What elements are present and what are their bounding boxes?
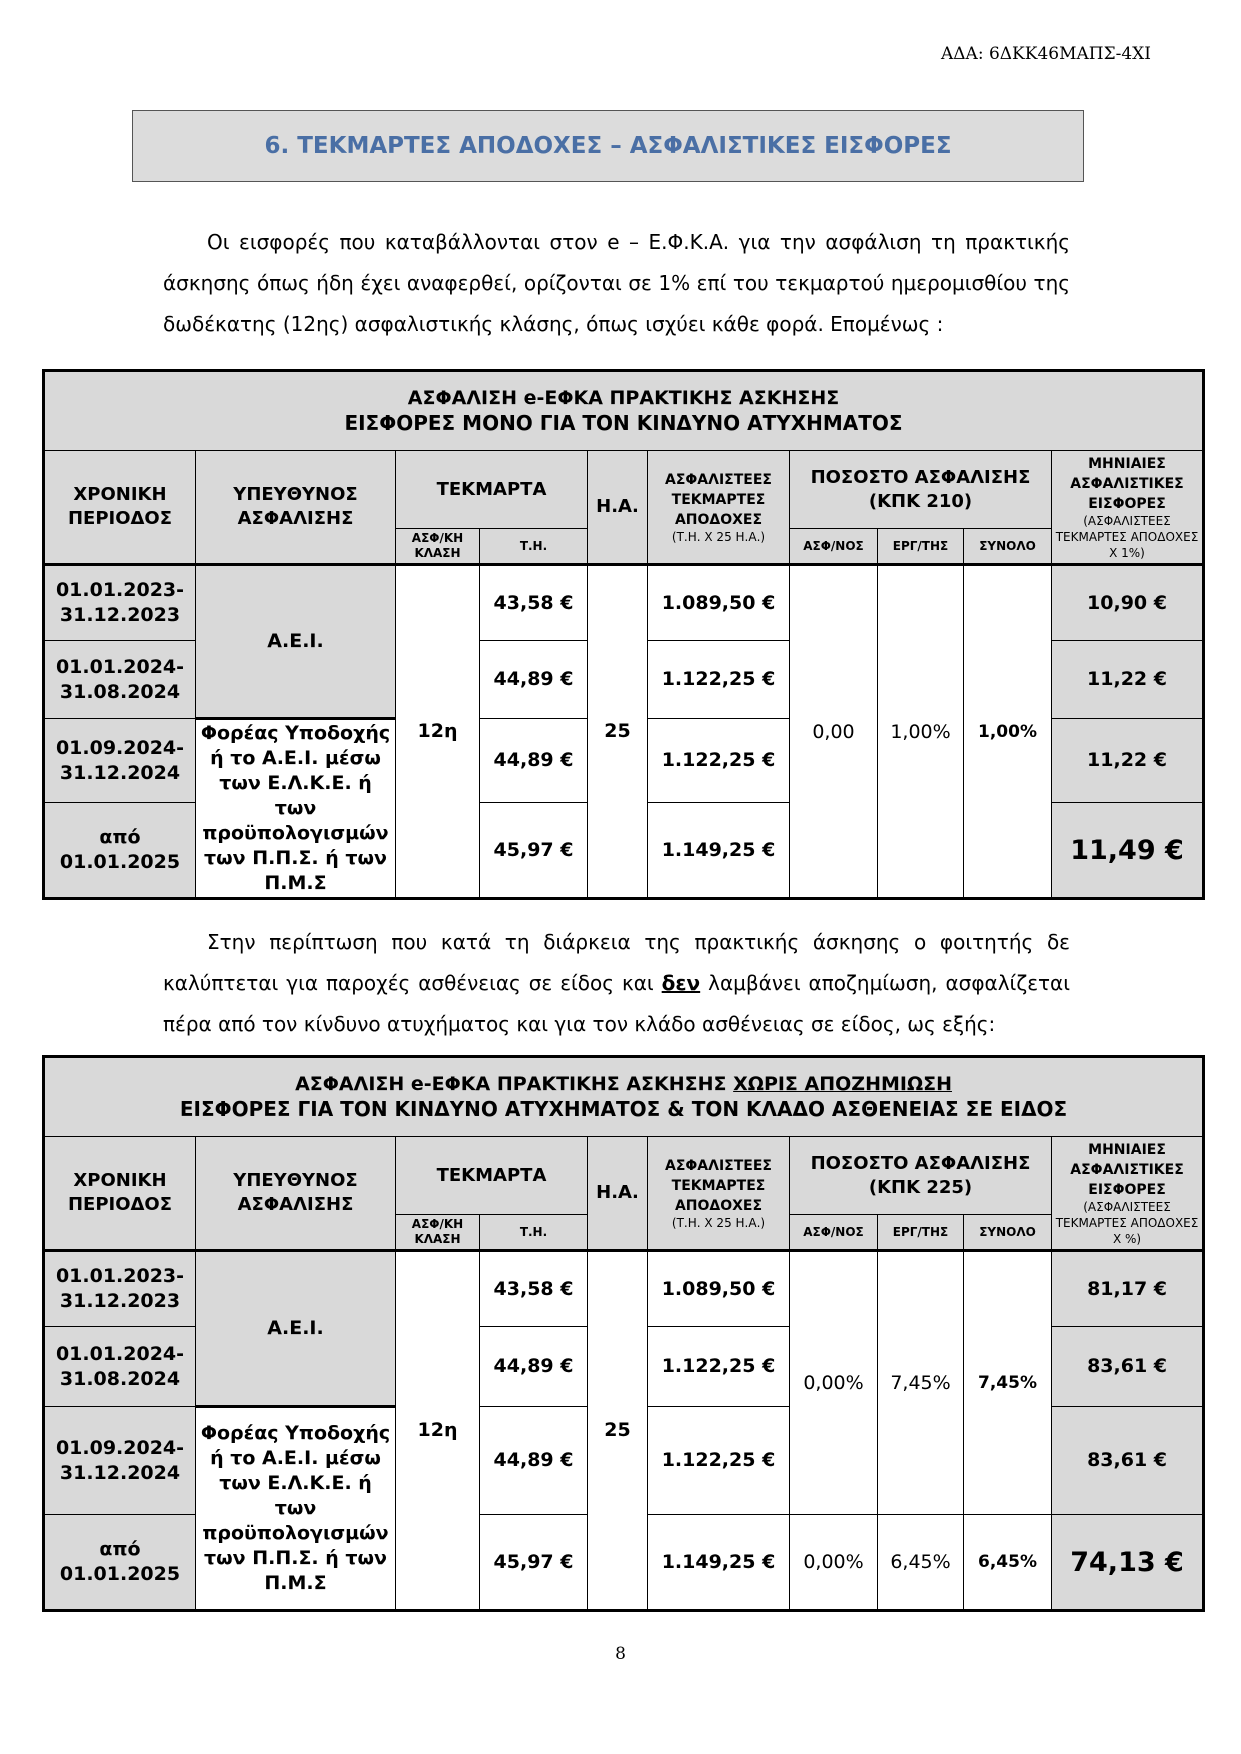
header-monthly-label: ΜΗΝΙΑΙΕΣ ΑΣΦΑΛΙΣΤΙΚΕΣ ΕΙΣΦΟΡΕΣ — [1070, 1142, 1184, 1198]
header-synolo: ΣΥΝΟΛΟ — [964, 529, 1052, 565]
header-ha: Η.Α. — [588, 1137, 648, 1251]
header-pososto — [790, 1137, 1052, 1215]
responsible-foreas: Φορέας Υποδοχής ή το Α.Ε.Ι. μέσω των Ε.Λ.Κ.Ε. ή των προϋπολογισμών των Π.Π.Σ. ή των Π.Μ.Σ — [196, 719, 396, 899]
header-class: ΑΣΦ/ΚΗ ΚΛΑΣΗ — [396, 1215, 480, 1251]
responsible-aei: Α.Ε.Ι. — [196, 565, 396, 719]
synolo-cell: 1,00% — [964, 565, 1052, 899]
apodoxes-cell: 1.122,25 € — [648, 641, 790, 719]
period-cell: από 01.01.2025 — [44, 1515, 196, 1611]
header-th: Τ.Η. — [480, 529, 588, 565]
header-monthly-formula: (ΑΣΦΑΛΙΣΤΕΕΣ ΤΕΚΜΑΡΤΕΣ ΑΠΟΔΟΧΕΣ Χ 1%) — [1055, 514, 1199, 560]
header-erg-tis: ΕΡΓ/ΤΗΣ — [878, 1215, 964, 1251]
th-cell: 43,58 € — [480, 1251, 588, 1327]
header-monthly-formula: (ΑΣΦΑΛΙΣΤΕΕΣ ΤΕΚΜΑΡΤΕΣ ΑΠΟΔΟΧΕΣ Χ %) — [1055, 1200, 1199, 1246]
synolo-cell: 6,45% — [964, 1515, 1052, 1611]
second-text-c: λαμβάνει αποζημίωση, ασφαλίζεται πέρα από τον κίνδυνο ατυχήματος και για τον κλάδο ασθένειας σε είδος, ως εξής: — [163, 971, 1070, 1036]
intro-text: Οι εισφορές που καταβάλλονται στον e – Ε.Φ.Κ.Α. για την ασφάλιση τη πρακτικής άσκησης όπως ήδη έχει αναφερθεί, ορίζονται σε 1% επί του τεκμαρτού ημερομισθίου της δωδέκατης (12ης) ασφαλιστικής κλάσης, όπως ισχύει κάθε φορά. Επομένως : — [163, 230, 1070, 336]
ha-cell: 25 — [588, 565, 648, 899]
table-title-no-compensation: ΧΩΡΙΣ ΑΠΟΖΗΜΙΩΣΗ — [733, 1072, 952, 1095]
responsible-foreas: Φορέας Υποδοχής ή το Α.Ε.Ι. μέσω των Ε.Λ.Κ.Ε. ή των προϋπολογισμών των Π.Π.Σ. ή των Π.Μ.Σ — [196, 1407, 396, 1611]
apodoxes-cell: 1.122,25 € — [648, 1407, 790, 1515]
erg-tis-cell: 1,00% — [878, 565, 964, 899]
th-cell: 44,89 € — [480, 641, 588, 719]
period-cell: 01.01.2024-31.08.2024 — [44, 641, 196, 719]
th-cell: 44,89 € — [480, 1327, 588, 1407]
header-asf-nos: ΑΣΦ/ΝΟΣ — [790, 1215, 878, 1251]
monthly-cell: 83,61 € — [1052, 1327, 1204, 1407]
class-cell: 12η — [396, 1251, 480, 1611]
header-apodoxes-formula: (Τ.Η. Χ 25 Η.Α.) — [671, 1216, 766, 1230]
page-number: 8 — [615, 1644, 626, 1664]
header-apodoxes-formula: (Τ.Η. Χ 25 Η.Α.) — [671, 530, 766, 544]
header-period: ΧΡΟΝΙΚΗ ΠΕΡΙΟΔΟΣ — [44, 451, 196, 565]
apodoxes-cell: 1.089,50 € — [648, 565, 790, 641]
monthly-cell: 74,13 € — [1052, 1515, 1204, 1611]
th-cell: 44,89 € — [480, 1407, 588, 1515]
period-cell: από 01.01.2025 — [44, 803, 196, 899]
period-cell: 01.01.2023-31.12.2023 — [44, 1251, 196, 1327]
apodoxes-cell: 1.149,25 € — [648, 1515, 790, 1611]
section-heading: 6. ΤΕΚΜΑΡΤΕΣ ΑΠΟΔΟΧΕΣ – ΑΣΦΑΛΙΣΤΙΚΕΣ ΕΙΣΦΟΡΕΣ — [132, 110, 1084, 182]
erg-tis-cell: 6,45% — [878, 1515, 964, 1611]
th-cell: 45,97 € — [480, 1515, 588, 1611]
th-cell: 43,58 € — [480, 565, 588, 641]
th-cell: 44,89 € — [480, 719, 588, 803]
monthly-cell: 10,90 € — [1052, 565, 1204, 641]
header-apodoxes-label: ΑΣΦΑΛΙΣΤΕΕΣ ΤΕΚΜΑΡΤΕΣ ΑΠΟΔΟΧΕΣ — [665, 1158, 772, 1214]
period-cell: 01.09.2024-31.12.2024 — [44, 1407, 196, 1515]
monthly-cell: 11,22 € — [1052, 641, 1204, 719]
apodoxes-cell: 1.122,25 € — [648, 1327, 790, 1407]
asf-nos-cell: 0,00% — [790, 1251, 878, 1515]
table-title-line1: ΑΣΦΑΛΙΣΗ e-ΕΦΚΑ ΠΡΑΚΤΙΚΗΣ ΑΣΚΗΣΗΣ — [407, 386, 840, 409]
header-period: ΧΡΟΝΙΚΗ ΠΕΡΙΟΔΟΣ — [44, 1137, 196, 1251]
apodoxes-cell: 1.149,25 € — [648, 803, 790, 899]
header-synolo: ΣΥΝΟΛΟ — [964, 1215, 1052, 1251]
monthly-cell: 11,22 € — [1052, 719, 1204, 803]
table-title-line2: ΕΙΣΦΟΡΕΣ ΓΙΑ ΤΟΝ ΚΙΝΔΥΝΟ ΑΤΥΧΗΜΑΤΟΣ & ΤΟΝ ΚΛΑΔΟ ΑΣΘΕΝΕΙΑΣ ΣΕ ΕΙΔΟΣ — [179, 1096, 1068, 1121]
erg-tis-cell: 7,45% — [878, 1251, 964, 1515]
header-monthly — [1052, 1137, 1204, 1251]
header-asf-nos: ΑΣΦ/ΝΟΣ — [790, 529, 878, 565]
header-class: ΑΣΦ/ΚΗ ΚΛΑΣΗ — [396, 529, 480, 565]
header-monthly-label: ΜΗΝΙΑΙΕΣ ΑΣΦΑΛΙΣΤΙΚΕΣ ΕΙΣΦΟΡΕΣ — [1070, 456, 1184, 512]
header-tekmarta: ΤΕΚΜΑΡΤΑ — [396, 1137, 588, 1215]
header-ha: Η.Α. — [588, 451, 648, 565]
table-accident-only — [42, 369, 1205, 900]
ada-code: ΑΔΑ: 6ΔΚΚ46ΜΑΠΣ-4ΧΙ — [941, 44, 1151, 64]
header-th: Τ.Η. — [480, 1215, 588, 1251]
header-apodoxes — [648, 1137, 790, 1251]
emphasis-den: δεν — [661, 971, 701, 995]
table-title — [44, 1057, 1204, 1137]
th-cell: 45,97 € — [480, 803, 588, 899]
ha-cell: 25 — [588, 1251, 648, 1611]
monthly-cell: 83,61 € — [1052, 1407, 1204, 1515]
header-pososto — [790, 451, 1052, 529]
table-accident-sickness — [42, 1055, 1205, 1612]
header-responsible: ΥΠΕΥΘΥΝΟΣ ΑΣΦΑΛΙΣΗΣ — [196, 451, 396, 565]
second-paragraph — [163, 922, 1070, 1045]
header-apodoxes — [648, 451, 790, 565]
table-title-line2: ΕΙΣΦΟΡΕΣ ΜΟΝΟ ΓΙΑ ΤΟΝ ΚΙΝΔΥΝΟ ΑΤΥΧΗΜΑΤΟΣ — [344, 410, 903, 435]
synolo-cell: 7,45% — [964, 1251, 1052, 1515]
header-apodoxes-label: ΑΣΦΑΛΙΣΤΕΕΣ ΤΕΚΜΑΡΤΕΣ ΑΠΟΔΟΧΕΣ — [665, 472, 772, 528]
asf-nos-cell: 0,00 — [790, 565, 878, 899]
header-kpk: (ΚΠΚ 225) — [868, 1176, 973, 1198]
header-responsible: ΥΠΕΥΘΥΝΟΣ ΑΣΦΑΛΙΣΗΣ — [196, 1137, 396, 1251]
header-pososto-label: ΠΟΣΟΣΤΟ ΑΣΦΑΛΙΣΗΣ — [810, 1152, 1031, 1174]
period-cell: 01.09.2024-31.12.2024 — [44, 719, 196, 803]
period-cell: 01.01.2023-31.12.2023 — [44, 565, 196, 641]
header-kpk: (ΚΠΚ 210) — [868, 490, 973, 512]
monthly-cell: 81,17 € — [1052, 1251, 1204, 1327]
table-title — [44, 371, 1204, 451]
header-erg-tis: ΕΡΓ/ΤΗΣ — [878, 529, 964, 565]
apodoxes-cell: 1.089,50 € — [648, 1251, 790, 1327]
asf-nos-cell: 0,00% — [790, 1515, 878, 1611]
header-monthly — [1052, 451, 1204, 565]
second-text-a: Στην περίπτωση που κατά τη διάρκεια της πρακτικής άσκησης ο φοιτητής δε καλύπτεται για παροχές ασθένειας σε είδος και — [163, 930, 1070, 995]
responsible-aei: Α.Ε.Ι. — [196, 1251, 396, 1407]
class-cell: 12η — [396, 565, 480, 899]
apodoxes-cell: 1.122,25 € — [648, 719, 790, 803]
header-tekmarta: ΤΕΚΜΑΡΤΑ — [396, 451, 588, 529]
period-cell: 01.01.2024-31.08.2024 — [44, 1327, 196, 1407]
intro-paragraph — [163, 222, 1070, 345]
header-pososto-label: ΠΟΣΟΣΤΟ ΑΣΦΑΛΙΣΗΣ — [810, 466, 1031, 488]
monthly-cell: 11,49 € — [1052, 803, 1204, 899]
table-title-line1: ΑΣΦΑΛΙΣΗ e-ΕΦΚΑ ΠΡΑΚΤΙΚΗΣ ΑΣΚΗΣΗΣ — [295, 1072, 727, 1095]
